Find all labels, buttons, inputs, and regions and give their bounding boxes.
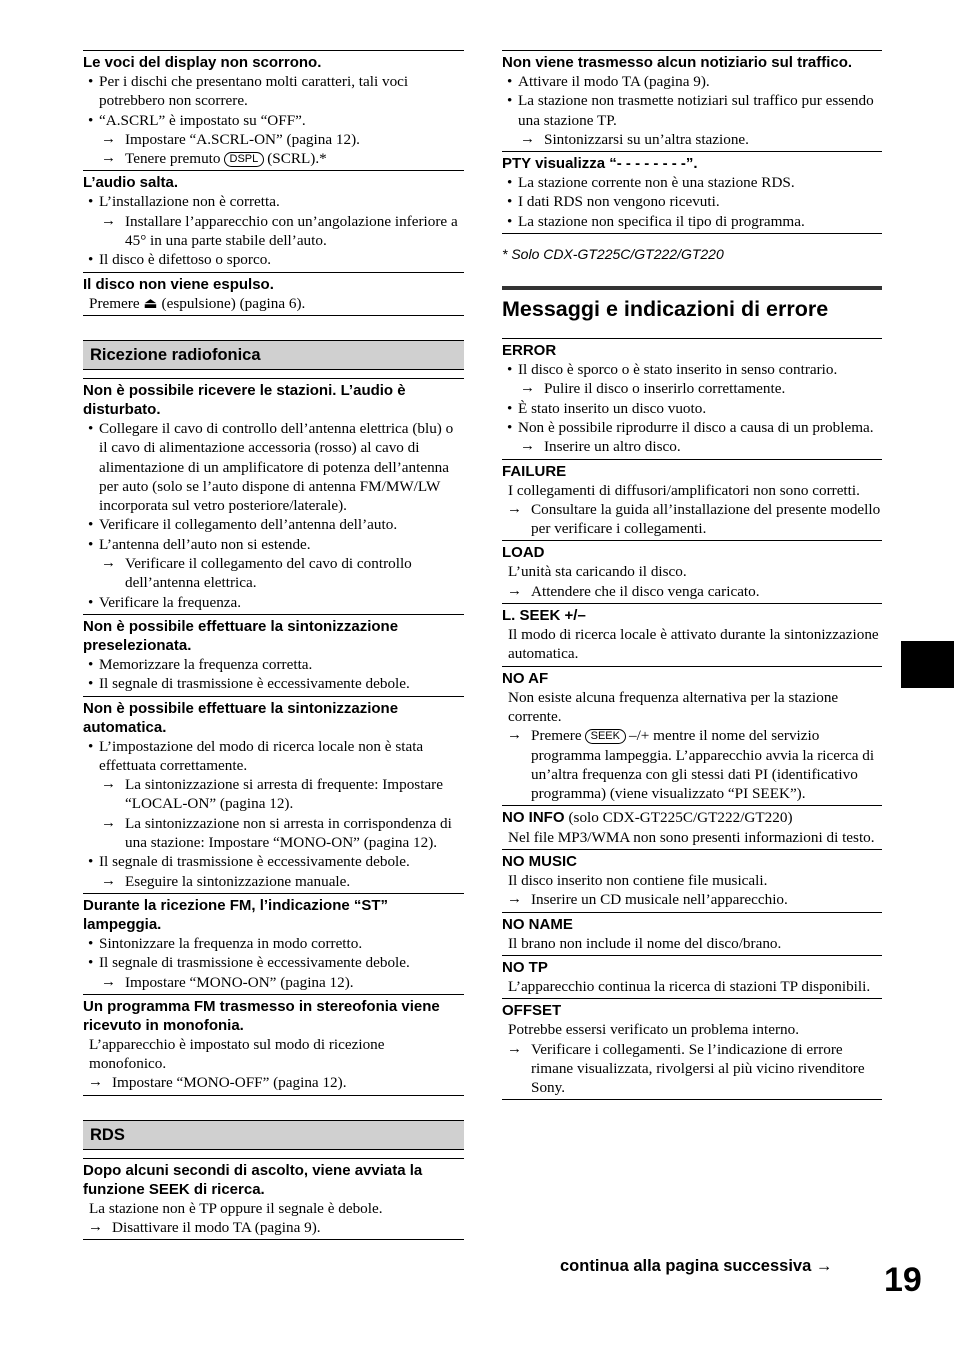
item-text: Collegare il cavo di controllo dell’antenna elettrica (blu) o il cavo di alimentazione accessoria (rosso) al cavo di alimentazione di un amplificatore di potenza dell’antenna per auto (solo se l’auto dispone di antenna FM/MW/LW incorporata sul vetro posteriore/laterale). xyxy=(99,419,454,515)
bullet-item xyxy=(83,192,464,211)
troubleshooting-block xyxy=(502,151,882,234)
item-text: Verificare il collegamento dell’antenna dell’auto. xyxy=(99,516,398,534)
block-title xyxy=(83,896,464,934)
block-title xyxy=(502,606,882,625)
bullet-item xyxy=(83,72,464,111)
item-text: Verificare la frequenza. xyxy=(99,593,242,611)
block-title-text: Non è possibile effettuare la sintonizzazione preselezionata. xyxy=(83,617,399,654)
item-text: Non è possibile riprodurre il disco a causa di un problema. xyxy=(518,418,874,436)
block-title xyxy=(502,341,882,360)
block-title xyxy=(502,154,882,173)
arrow-right-icon: → xyxy=(101,555,116,572)
page-number: 19 xyxy=(884,1261,922,1299)
item-text: Memorizzare la frequenza corretta. xyxy=(99,655,313,673)
remedy-item xyxy=(502,890,882,909)
block-title-text: NO INFO xyxy=(502,809,565,827)
block-title xyxy=(502,669,882,688)
item-text: Il disco è difettoso o sporco. xyxy=(99,251,272,269)
item-text: Inserire un CD musicale nell’apparecchio. xyxy=(531,891,788,909)
item-text: Il disco inserito non contiene file musicali. xyxy=(508,872,768,890)
item-text: Premere ⏏ (espulsione) (pagina 6). xyxy=(89,294,306,312)
item-text: La stazione corrente non è una stazione RDS. xyxy=(518,174,795,192)
block-title-text: OFFSET xyxy=(502,1002,562,1020)
block-title-text: PTY visualizza “- - - - - - - -”. xyxy=(502,155,698,173)
troubleshooting-block xyxy=(83,170,464,271)
troubleshooting-block xyxy=(502,912,882,955)
item-text: La sintonizzazione si arresta di frequente: Impostare “LOCAL-ON” (pagina 12). xyxy=(125,776,443,813)
arrow-right-icon: → xyxy=(101,872,116,889)
troubleshooting-block xyxy=(502,603,882,666)
item-text-after-key: (SCRL).* xyxy=(267,150,327,168)
item-text: Impostare “MONO-OFF” (pagina 12). xyxy=(112,1074,347,1092)
rds-troubleshooting xyxy=(83,1158,464,1241)
remedy-item xyxy=(83,554,464,593)
section-heading-rds: RDS xyxy=(83,1120,464,1150)
section-thumb-tab xyxy=(901,641,954,688)
item-text: L’apparecchio continua la ricerca di stazioni TP disponibili. xyxy=(508,977,871,995)
item-text: È stato inserito un disco vuoto. xyxy=(518,399,707,417)
block-title xyxy=(502,958,882,977)
item-text: Installare l’apparecchio con un’angolazione inferiore a 45° in una parte stabile dell’auto. xyxy=(125,212,458,250)
item-text-before-key: Premere xyxy=(531,727,582,745)
continue-arrow-icon: → xyxy=(815,1257,833,1275)
error-messages xyxy=(502,338,882,1100)
troubleshooting-block xyxy=(502,849,882,912)
bullet-item xyxy=(83,111,464,130)
error-section-header xyxy=(502,286,882,324)
block-title xyxy=(502,53,882,72)
button-key-label: SEEK xyxy=(585,729,626,744)
block-title xyxy=(83,617,464,655)
continue-text: continua alla pagina successiva xyxy=(560,1257,812,1275)
item-text-after-key: –/+ mentre il nome del servizio programma lampeggia. L’apparecchio avvia la ricerca di un’altra frequenza con gli stessi dati PI (identificativo programma) (viene visualizzato “PI SEEK”). xyxy=(531,727,875,803)
block-title xyxy=(83,381,464,419)
item-text: L’apparecchio è impostato sul modo di ricezione monofonico. xyxy=(89,1035,385,1073)
item-text: Attendere che il disco venga caricato. xyxy=(531,582,760,600)
arrow-right-icon: → xyxy=(101,776,116,793)
block-title xyxy=(83,997,464,1035)
block-title-text: NO MUSIC xyxy=(502,853,577,871)
item-text: Verificare il collegamento del cavo di controllo dell’antenna elettrica. xyxy=(125,555,412,592)
arrow-right-icon: → xyxy=(101,212,116,229)
item-text: Non esiste alcuna frequenza alternativa per la stazione corrente. xyxy=(508,688,839,725)
troubleshooting-block xyxy=(83,696,464,893)
text-item xyxy=(502,977,882,996)
troubleshooting-block xyxy=(83,50,464,170)
cd-troubleshooting xyxy=(83,50,464,316)
block-title-text: Dopo alcuni secondi di ascolto, viene avviata la funzione SEEK di ricerca. xyxy=(83,1161,423,1198)
item-text: Il modo di ricerca locale è attivato durante la sintonizzazione automatica. xyxy=(508,626,879,663)
block-title xyxy=(83,699,464,737)
remedy-item xyxy=(83,1218,464,1237)
arrow-right-icon: → xyxy=(101,130,116,147)
item-text: Il disco è sporco o è stato inserito in senso contrario. xyxy=(518,361,838,379)
arrow-right-icon: → xyxy=(520,130,535,147)
remedy-item xyxy=(502,1040,882,1098)
bullet-item xyxy=(502,418,882,437)
bullet-item xyxy=(83,655,464,674)
block-title xyxy=(83,53,464,72)
item-text: Nel file MP3/WMA non sono presenti informazioni di testo. xyxy=(508,828,875,846)
block-title-text: NO TP xyxy=(502,958,548,976)
item-text: L’impostazione del modo di ricerca locale non è stata effettuata correttamente. xyxy=(99,737,424,774)
remedy-item xyxy=(83,212,464,251)
block-title xyxy=(502,1001,882,1020)
bullet-item xyxy=(83,737,464,776)
block-title-text: Un programma FM trasmesso in stereofonia viene ricevuto in monofonia. xyxy=(83,997,440,1034)
troubleshooting-block xyxy=(502,955,882,998)
bullet-item xyxy=(502,212,882,231)
remedy-item xyxy=(83,1073,464,1092)
troubleshooting-block xyxy=(83,272,464,316)
item-text: Disattivare il modo TA (pagina 9). xyxy=(112,1218,321,1236)
block-title-note: (solo CDX-GT225C/GT222/GT220) xyxy=(568,809,793,827)
item-text: Impostare “A.SCRL-ON” (pagina 12). xyxy=(125,130,360,148)
remedy-item xyxy=(502,379,882,398)
text-item xyxy=(83,1199,464,1218)
troubleshooting-block xyxy=(83,378,464,614)
item-text: Attivare il modo TA (pagina 9). xyxy=(518,73,710,90)
item-text: Eseguire la sintonizzazione manuale. xyxy=(125,872,351,890)
arrow-right-icon: → xyxy=(520,438,535,455)
arrow-right-icon: → xyxy=(101,973,116,990)
block-title-text: ERROR xyxy=(502,342,557,360)
remedy-item xyxy=(502,437,882,456)
block-title-text: L. SEEK +/– xyxy=(502,607,586,625)
block-title xyxy=(502,543,882,562)
item-text: L’installazione non è corretta. xyxy=(99,193,280,211)
bullet-item xyxy=(83,934,464,953)
block-title-text: L’audio salta. xyxy=(83,174,179,192)
bullet-item xyxy=(502,173,882,192)
arrow-right-icon: → xyxy=(507,1040,522,1057)
text-item xyxy=(502,1020,882,1039)
bullet-item xyxy=(502,72,882,91)
section-heading-radio: Ricezione radiofonica xyxy=(83,340,464,370)
block-title-text: Non è possibile ricevere le stazioni. L’audio è disturbato. xyxy=(83,381,406,418)
block-title-text: NO NAME xyxy=(502,915,573,933)
troubleshooting-block xyxy=(83,893,464,994)
item-text: La stazione non è TP oppure il segnale è debole. xyxy=(89,1199,383,1217)
continue-note xyxy=(560,1257,832,1276)
arrow-right-icon: → xyxy=(520,380,535,397)
footnote: * Solo CDX-GT225C/GT222/GT220 xyxy=(502,246,724,263)
item-text: Sintonizzarsi su un’altra stazione. xyxy=(544,130,749,148)
bullet-item xyxy=(83,593,464,612)
troubleshooting-block xyxy=(502,666,882,806)
remedy-item xyxy=(502,130,882,149)
bullet-item xyxy=(83,419,464,515)
troubleshooting-block xyxy=(83,614,464,696)
block-title xyxy=(83,275,464,294)
item-text: Potrebbe essersi verificato un problema interno. xyxy=(508,1021,800,1039)
error-section-title: Messaggi e indicazioni di errore xyxy=(502,297,829,322)
block-title xyxy=(502,808,882,827)
bullet-item xyxy=(83,852,464,871)
radio-troubleshooting xyxy=(83,378,464,1096)
bullet-item xyxy=(502,192,882,211)
remedy-item xyxy=(83,973,464,992)
block-title xyxy=(502,915,882,934)
item-text: Il segnale di trasmissione è eccessivamente debole. xyxy=(99,954,410,972)
arrow-right-icon: → xyxy=(88,1074,103,1091)
arrow-right-icon: → xyxy=(101,814,116,831)
troubleshooting-block xyxy=(83,1158,464,1241)
text-item xyxy=(502,481,882,500)
item-text-before-key: Tenere premuto xyxy=(125,150,221,168)
item-text: L’unità sta caricando il disco. xyxy=(508,563,687,581)
left-column xyxy=(83,50,464,1240)
troubleshooting-block xyxy=(502,459,882,541)
block-title-text: LOAD xyxy=(502,544,545,562)
arrow-right-icon: → xyxy=(507,582,522,599)
block-title-text: Il disco non viene espulso. xyxy=(83,275,274,293)
text-item xyxy=(502,871,882,890)
item-text: Pulire il disco o inserirlo correttamente. xyxy=(544,380,786,398)
block-title xyxy=(502,852,882,871)
rds-troubleshooting-continued xyxy=(502,50,882,234)
item-text: La sintonizzazione non si arresta in corrispondenza di una stazione: Impostare “MONO-ON” (pagina 12). xyxy=(125,814,452,852)
bullet-item xyxy=(502,399,882,418)
arrow-right-icon: → xyxy=(507,891,522,908)
troubleshooting-block xyxy=(502,998,882,1100)
bullet-item xyxy=(502,360,882,379)
block-title-text: Durante la ricezione FM, l’indicazione “ST” lampeggia. xyxy=(83,896,389,933)
text-item xyxy=(502,562,882,581)
troubleshooting-block xyxy=(502,338,882,458)
item-text: I collegamenti di diffusori/amplificatori non sono corretti. xyxy=(508,481,860,499)
bullet-item xyxy=(83,250,464,269)
text-item xyxy=(502,934,882,953)
block-title xyxy=(502,462,882,481)
item-text: Impostare “MONO-ON” (pagina 12). xyxy=(125,973,354,991)
bullet-item xyxy=(502,91,882,130)
block-title-text: NO AF xyxy=(502,669,549,687)
bullet-item xyxy=(83,515,464,534)
block-title xyxy=(83,173,464,192)
block-title-text: Non viene trasmesso alcun notiziario sul traffico. xyxy=(502,54,853,71)
arrow-right-icon: → xyxy=(88,1218,103,1235)
troubleshooting-block xyxy=(83,994,464,1096)
arrow-right-icon: → xyxy=(507,727,522,744)
block-title-text: Le voci del display non scorrono. xyxy=(83,54,322,71)
remedy-item xyxy=(83,872,464,891)
remedy-item xyxy=(83,775,464,814)
item-text: La stazione non trasmette notiziari sul traffico pur essendo una stazione TP. xyxy=(518,92,874,129)
item-text: Il brano non include il nome del disco/brano. xyxy=(508,934,782,952)
text-item xyxy=(83,294,464,313)
text-item xyxy=(502,625,882,664)
item-text: Inserire un altro disco. xyxy=(544,438,681,456)
block-title xyxy=(83,1161,464,1199)
item-text: Sintonizzare la frequenza in modo corretto. xyxy=(99,934,363,952)
item-text: “A.SCRL” è impostato su “OFF”. xyxy=(99,111,306,129)
bullet-item xyxy=(83,674,464,693)
remedy-item xyxy=(502,726,882,803)
remedy-item xyxy=(83,130,464,149)
troubleshooting-block xyxy=(502,540,882,603)
right-column xyxy=(502,50,882,1100)
item-text: L’antenna dell’auto non si estende. xyxy=(99,535,311,553)
remedy-item xyxy=(83,814,464,853)
item-text: Il segnale di trasmissione è eccessivamente debole. xyxy=(99,675,410,693)
item-text: Consultare la guida all’installazione del presente modello per verificare i collegamenti. xyxy=(531,500,881,538)
troubleshooting-block xyxy=(502,50,882,151)
item-text: I dati RDS non vengono ricevuti. xyxy=(518,193,720,211)
bullet-item xyxy=(83,953,464,972)
bullet-item xyxy=(83,535,464,554)
item-text: Il segnale di trasmissione è eccessivamente debole. xyxy=(99,853,410,871)
button-key-label: DSPL xyxy=(224,152,265,167)
troubleshooting-block xyxy=(502,805,882,849)
item-text: Verificare i collegamenti. Se l’indicazione di errore rimane visualizzata, rivolgersi al più vicino rivenditore Sony. xyxy=(531,1040,865,1097)
remedy-item xyxy=(83,149,464,168)
block-title-text: FAILURE xyxy=(502,462,567,480)
block-title-text: Non è possibile effettuare la sintonizzazione automatica. xyxy=(83,699,399,736)
text-item xyxy=(502,828,882,847)
text-item xyxy=(502,688,882,727)
item-text: Per i dischi che presentano molti caratteri, tali voci potrebbero non scorrere. xyxy=(99,73,409,110)
remedy-item xyxy=(502,582,882,601)
arrow-right-icon: → xyxy=(507,500,522,517)
remedy-item xyxy=(502,500,882,539)
arrow-right-icon: → xyxy=(101,150,116,167)
item-text: La stazione non specifica il tipo di programma. xyxy=(518,212,805,230)
text-item xyxy=(83,1035,464,1074)
